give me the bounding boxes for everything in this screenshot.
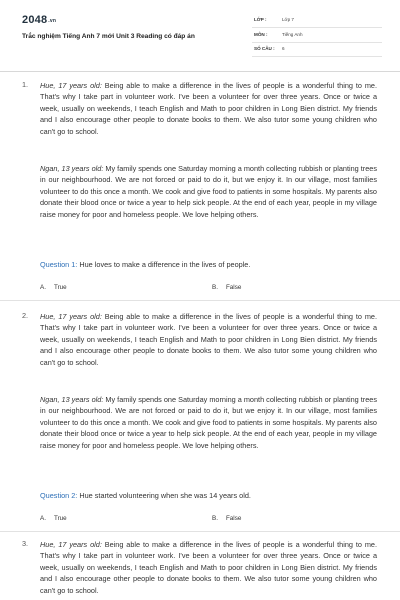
header [0, 0, 400, 66]
passage-paragraph-ngan [40, 394, 377, 451]
logo-text: 2048 [22, 14, 48, 26]
site-logo[interactable] [22, 14, 56, 26]
passage-text: Being able to make a difference in the lives of people is a wonderful thing to me. That's why I take part in volunteer work. I've been a volunteer for over three years. Once or twice a week, usually on weekends, I teach English and Math to poor children in Long Bien district. My friends and I also encourage other people to donate books to them. We also tutor some young children who can't go to school. [40, 312, 377, 367]
meta-row-subject [252, 30, 382, 43]
speaker-name: Hue, 17 years old: [40, 81, 102, 90]
passage-paragraph-ngan [40, 163, 377, 220]
answer-option-b[interactable] [212, 515, 241, 522]
speaker-name: Hue, 17 years old: [40, 540, 102, 549]
document-title: Trắc nghiệm Tiếng Anh 7 mới Unit 3 Reading có đáp án [22, 33, 195, 40]
answer-option-a[interactable] [40, 284, 67, 291]
meta-row-class [252, 15, 382, 28]
option-letter: B. [212, 284, 218, 291]
question-statement: Hue started volunteering when she was 14 years old. [77, 491, 251, 500]
option-letter: A. [40, 284, 46, 291]
answer-option-a[interactable] [40, 515, 67, 522]
meta-value: Lớp 7 [282, 17, 294, 22]
meta-key: MÔN : [254, 32, 268, 37]
question-divider [0, 531, 400, 532]
passage-text: Being able to make a difference in the lives of people is a wonderful thing to me. That's why I take part in volunteer work. I've been a volunteer for over three years. Once or twice a week, usually on weekends, I teach English and Math to poor children in Long Bien district. My friends and I also encourage other people to donate books to them. We also tutor some young children who can't go to school. [40, 81, 377, 136]
meta-row-count [252, 44, 382, 57]
option-text: True [53, 284, 67, 291]
passage-text: My family spends one Saturday morning a month collecting rubbish or planting trees in our neighbourhood. We are not forced or paid to do it, but we enjoy it. In our village, most families volunteer to do this once a month. We cook and give food to patients in some hospitals. My parents also donate their blood once or twice a year to help sick people. At the end of each year, people in my village raise money for poor and homeless people. We love helping others. [40, 164, 377, 219]
option-letter: A. [40, 515, 46, 522]
question-number: 2. [22, 311, 29, 320]
meta-key: LỚP : [254, 17, 267, 22]
passage-text: My family spends one Saturday morning a month collecting rubbish or planting trees in our neighbourhood. We are not forced or paid to do it, but we enjoy it. In our village, most families volunteer to do this once a month. We cook and give food to patients in some hospitals. My parents also donate their blood once or twice a year to help sick people. At the end of each year, people in my village raise money for poor and homeless people. We love helping others. [40, 395, 377, 450]
question-number: 3. [22, 539, 29, 548]
meta-key: SỐ CÂU : [254, 46, 275, 51]
meta-value: 6 [282, 46, 285, 51]
option-text: False [225, 515, 242, 522]
question-label: Question 1: [40, 260, 78, 269]
speaker-name: Ngan, 13 years old: [40, 164, 104, 173]
speaker-name: Ngan, 13 years old: [40, 395, 104, 404]
passage-paragraph-hue [40, 80, 377, 137]
question-text [40, 491, 251, 500]
question-label: Question 2: [40, 491, 78, 500]
question-text [40, 260, 250, 269]
question-statement: Hue loves to make a difference in the lives of people. [77, 260, 251, 269]
meta-value: Tiếng Anh [282, 32, 303, 37]
answer-option-b[interactable] [212, 284, 241, 291]
passage-paragraph-hue [40, 539, 377, 596]
question-number: 1. [22, 80, 29, 89]
header-divider [0, 71, 400, 72]
logo-tld: .vn [48, 18, 57, 24]
passage-paragraph-hue [40, 311, 377, 368]
speaker-name: Hue, 17 years old: [40, 312, 102, 321]
option-letter: B. [212, 515, 218, 522]
passage-text: Being able to make a difference in the lives of people is a wonderful thing to me. That's why I take part in volunteer work. I've been a volunteer for over three years. Once or twice a week, usually on weekends, I teach English and Math to poor children in Long Bien district. My friends and I also encourage other people to donate books to them. We also tutor some young children who can't go to school. [40, 540, 377, 595]
option-text: True [53, 515, 67, 522]
question-divider [0, 300, 400, 301]
option-text: False [225, 284, 242, 291]
